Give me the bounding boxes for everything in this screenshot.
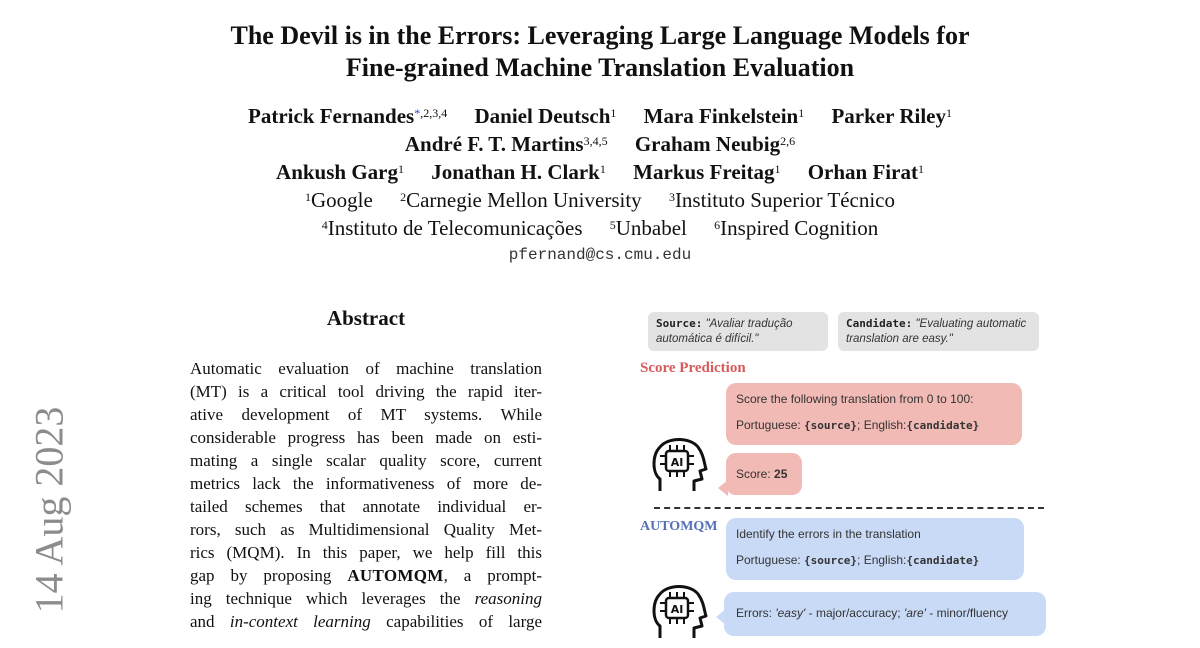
abstract-line: tailed schemes that annotate individual er-: [190, 497, 542, 516]
automqm-prompt-bubble: Identify the errors in the translation Portuguese: {source}; English:{candidate}: [726, 518, 1024, 580]
svg-text:AI: AI: [670, 456, 684, 469]
abstract-line: considerable progress has been made on esti-: [190, 428, 542, 447]
source-chip: Source: "Avaliar tradução automática é difícil.": [648, 312, 828, 351]
section-divider: [654, 507, 1044, 509]
bubble-tail: [718, 480, 728, 496]
method-name: AUTOMQM: [347, 566, 444, 585]
author: Parker Riley$^1$: [831, 104, 952, 128]
author: Mara Finkelstein$^1$: [643, 104, 805, 128]
author: Jonathan H. Clark$^1$: [431, 160, 606, 184]
author: Graham Neubig$^{2,6}$: [634, 132, 796, 156]
ai-head-icon: [650, 580, 712, 642]
abstract-line: mating a single scalar quality score, current: [190, 451, 542, 470]
affiliation: $^4$Instituto de Telecomunicações: [321, 216, 583, 240]
title-line-2: Fine-grained Machine Translation Evaluation: [345, 53, 855, 82]
abstract-line: rics (MQM). In this paper, we help fill this: [190, 543, 542, 562]
abstract-line: rors, such as Multidimensional Quality Met-: [190, 520, 542, 539]
errors-response-bubble: Errors: 'easy' - major/accuracy; 'are' - minor/fluency: [724, 592, 1046, 636]
author: Ankush Garg$^1$: [276, 160, 404, 184]
author: Orhan Firat$^1$: [807, 160, 924, 184]
abstract-line: ing technique which leverages the reasoning: [190, 589, 542, 608]
paper-title: [0, 20, 1200, 84]
author-line-3: [0, 158, 1200, 186]
arxiv-date-stamp: [19, 400, 79, 620]
score-response-bubble: Score: 25: [726, 453, 802, 495]
abstract-line: metrics lack the informativeness of more de-: [190, 474, 542, 493]
arxiv-date-text: 14 Aug 2023: [26, 406, 72, 614]
affiliation: $^3$Instituto Superior Técnico: [668, 188, 896, 212]
abstract-line: Automatic evaluation of machine translation: [190, 359, 542, 378]
abstract-line: and in-context learning capabilities of large: [190, 612, 542, 631]
author: Daniel Deutsch$^1$: [474, 104, 617, 128]
abstract-line: gap by proposing AUTOMQM, a prompt-: [190, 566, 542, 585]
affiliation: $^5$Unbabel: [609, 216, 687, 240]
author: André F. T. Martins$^{3,4,5}$: [404, 132, 608, 156]
abstract-line: (MT) is a critical tool driving the rapid iter-: [190, 382, 542, 401]
score-value: 25: [774, 467, 788, 481]
score-prediction-label: Score Prediction: [640, 360, 746, 376]
candidate-chip: Candidate: "Evaluating automatic translation are easy.": [838, 312, 1039, 351]
author-block: [0, 102, 1200, 264]
title-line-1: The Devil is in the Errors: Leveraging Large Language Models for: [230, 21, 970, 50]
author-email[interactable]: pfernand@cs.cmu.edu: [508, 246, 692, 264]
bubble-tail: [716, 609, 726, 625]
score-prompt-bubble: Score the following translation from 0 to 100: Portuguese: {source}; English:{candidate}: [726, 383, 1022, 445]
abstract-body: [190, 357, 542, 633]
automqm-label: AUTOMQM: [640, 519, 718, 534]
author: Markus Freitag$^1$: [633, 160, 781, 184]
author-line-1: [0, 102, 1200, 130]
abstract-line: ative development of MT systems. While: [190, 405, 542, 424]
affiliation-line-2: [0, 214, 1200, 242]
affiliation: $^2$Carnegie Mellon University: [400, 188, 642, 212]
affiliation: $^6$Inspired Cognition: [714, 216, 879, 240]
figure-1: [630, 305, 1050, 648]
svg-text:AI: AI: [670, 603, 684, 616]
ai-head-icon: [650, 433, 712, 495]
abstract-heading: Abstract: [326, 306, 406, 330]
author-line-2: [0, 130, 1200, 158]
affiliation-line-1: [0, 186, 1200, 214]
affiliation: $^1$Google: [304, 188, 373, 212]
author: Patrick Fernandes$^{*,2,3,4}$: [248, 104, 448, 128]
